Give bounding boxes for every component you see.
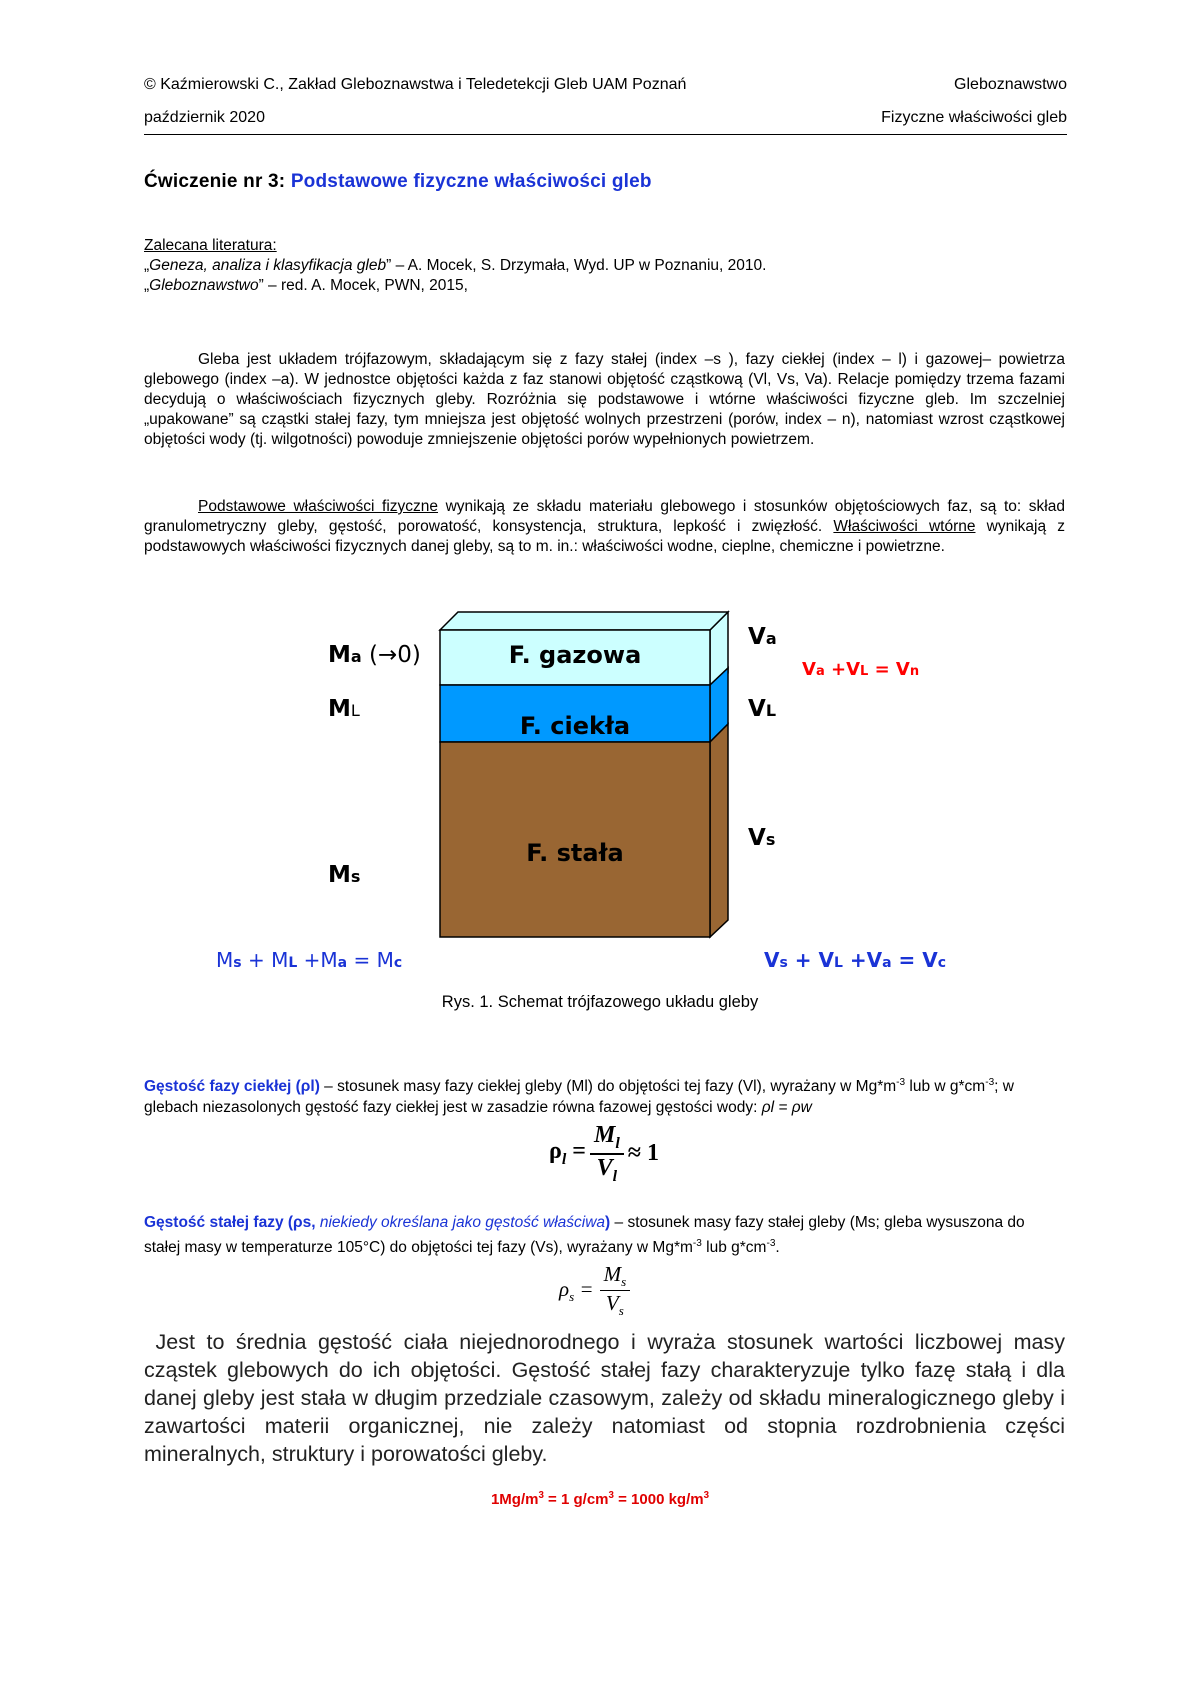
quote-mark: „ (144, 257, 150, 274)
title-main: Podstawowe fizyczne właściwości gleb (290, 171, 652, 192)
rho-symbol: ρ (549, 1138, 562, 1165)
liquid-density-definition (144, 1072, 1065, 1118)
mass-liquid-label: ML (328, 696, 360, 722)
mass-gas-label: Ma (→0) (328, 642, 421, 668)
mass-solid-label: Ms (328, 862, 361, 888)
gas-layer-label: F. gazowa (508, 641, 642, 669)
liquid-density-term: Gęstość fazy ciekłej (ρl) (144, 1078, 320, 1096)
literature-heading: Zalecana literatura: (144, 237, 277, 254)
solid-density-alias: niekiedy określana jako gęstość właściwa (315, 1214, 606, 1231)
solid-layer-label: F. stała (526, 839, 624, 867)
definition-text: – stosunek masy fazy stałej gleby (Ms; gleba wysuszona do stałej masy w temperaturze 105°C) do objętości tej fazy (Vs), wyrażany w Mg*m (144, 1214, 1025, 1257)
volume-liquid-label: VL (748, 696, 777, 722)
header-subject: Gleboznawstwo (954, 76, 1067, 93)
header-date: październik 2020 (144, 109, 265, 126)
literature-rest: ” – red. A. Mocek, PWN, 2015, (258, 277, 468, 294)
solid-density-formula: $\rho_s$ = $M_s$ $V_s$ (558, 1262, 630, 1319)
liquid-density-formula: $\rho_l$ = $M_l$ ≈ 1 $V_l$ (549, 1122, 659, 1185)
header-topic: Fizyczne właściwości gleb (881, 109, 1067, 126)
unit-conversion: $1Mg/m^3 = 1$ $g/cm^3 = 1000$ $kg/m^3$ (490, 1490, 710, 1508)
secondary-properties-term: Właściwości wtórne (833, 518, 976, 535)
pore-volume-equation: Va +VL = Vn (802, 659, 920, 680)
definition-text: – stosunek masy fazy ciekłej gleby (Ml) do objętości tej fazy (Vl), wyrażany w Mg*m (319, 1078, 897, 1096)
title-prefix: Ćwiczenie nr 3: (144, 171, 286, 192)
liquid-layer-label: F. ciekła (519, 712, 631, 740)
solid-layer-side (710, 724, 728, 937)
mass-sum-equation: Ms + ML +Ma = Mc (216, 948, 403, 972)
solid-density-term: Gęstość stałej fazy (ρs, (144, 1214, 316, 1231)
gas-layer-top (440, 612, 728, 630)
exponent: -3 (692, 1238, 702, 1249)
definition-text: ; w glebach niezasolonych gęstość fazy ciekłej jest w zasadzie równa fazowej gęstości wody: (144, 1078, 1014, 1117)
intro-text: Gleba jest układem trójfazowym, składającym się z fazy stałej (index –s ), fazy ciekłej (index – l) i gazowej– powietrza glebowego (index –a). W jednostce objętości każda z faz stanowi objętość cząstkową (Vl, Vs, Va). Relacje pomiędzy trzema fazami decydują o właściwościach fizycznych gleby. Rozróżnia się podstawowe i wtórne właściwości fizyczne gleb. Im szczelniej „upakowane” są cząstki stałej fazy, tym mniejsza jest objętość wolnych przestrzeni (porów, index – n), natomiast wzrost cząstkowej objętości wody (tj. wilgotności) powoduje zmniejszenie objętości porów wypełnionych powietrzem. (144, 351, 1065, 448)
exponent: -3 (985, 1077, 995, 1088)
solid-density-definition (144, 1212, 1065, 1258)
literature-title: Geneza, analiza i klasyfikacja gleb (149, 257, 387, 274)
solid-density-explanation (144, 1328, 1065, 1468)
exponent: -3 (766, 1238, 776, 1249)
density-relation: ρl = ρw (761, 1099, 812, 1117)
literature-title: Gleboznawstwo (149, 277, 259, 294)
subscript: l (561, 1151, 567, 1169)
definition-text: lub g*cm (701, 1239, 767, 1257)
term-end: ) (605, 1214, 611, 1231)
volume-solid-label: Vs (748, 825, 776, 851)
volume-gas-label: Va (748, 624, 777, 650)
literature-rest: ” – A. Mocek, S. Drzymała, Wyd. UP w Poznaniu, 2010. (386, 257, 767, 274)
properties-text: wynikają z podstawowych właściwości fizycznych danej gleby, są to m. in.: właściwości wodne, cieplne, chemiczne i powietrzne. (144, 518, 1065, 555)
header-author: © Kaźmierowski C., Zakład Gleboznawstwa i Teledetekcji Gleb UAM Poznań (144, 76, 687, 93)
definition-text: lub w g*cm (905, 1078, 986, 1096)
volume-sum-equation: Vs + VL +Va = Vc (764, 948, 947, 972)
properties-text: wynikają ze składu materiału glebowego i stosunków objętościowych faz, są to: skład granulometryczny gleby, gęstość, porowatość, konsystencja, struktura, lepkość i zwięzłość. (144, 498, 1065, 535)
definition-text: . (775, 1239, 780, 1257)
explanation-text: Jest to średnia gęstość ciała niejednorodnego i wyraża stosunek wartości liczbowej masy cząstek glebowych do ich objętości. Gęstość stałej fazy charakteryzuje tylko fazę stałą i dla danej gleby jest stała w długim przedziale czasowym, zależy od składu mineralogicznego gleby i zawartości materii organicznej, nie zależy natomiast od stopnia rozdrobnienia części mineralnych, struktury i porowatości gleby. (144, 1330, 1065, 1466)
approx-one: ≈ 1 (627, 1140, 659, 1167)
basic-properties-term: Podstawowe właściwości fizyczne (198, 498, 439, 515)
quote-mark: „ (144, 277, 150, 294)
figure-caption: Rys. 1. Schemat trójfazowego układu gleby (441, 993, 759, 1011)
exponent: -3 (896, 1077, 906, 1088)
